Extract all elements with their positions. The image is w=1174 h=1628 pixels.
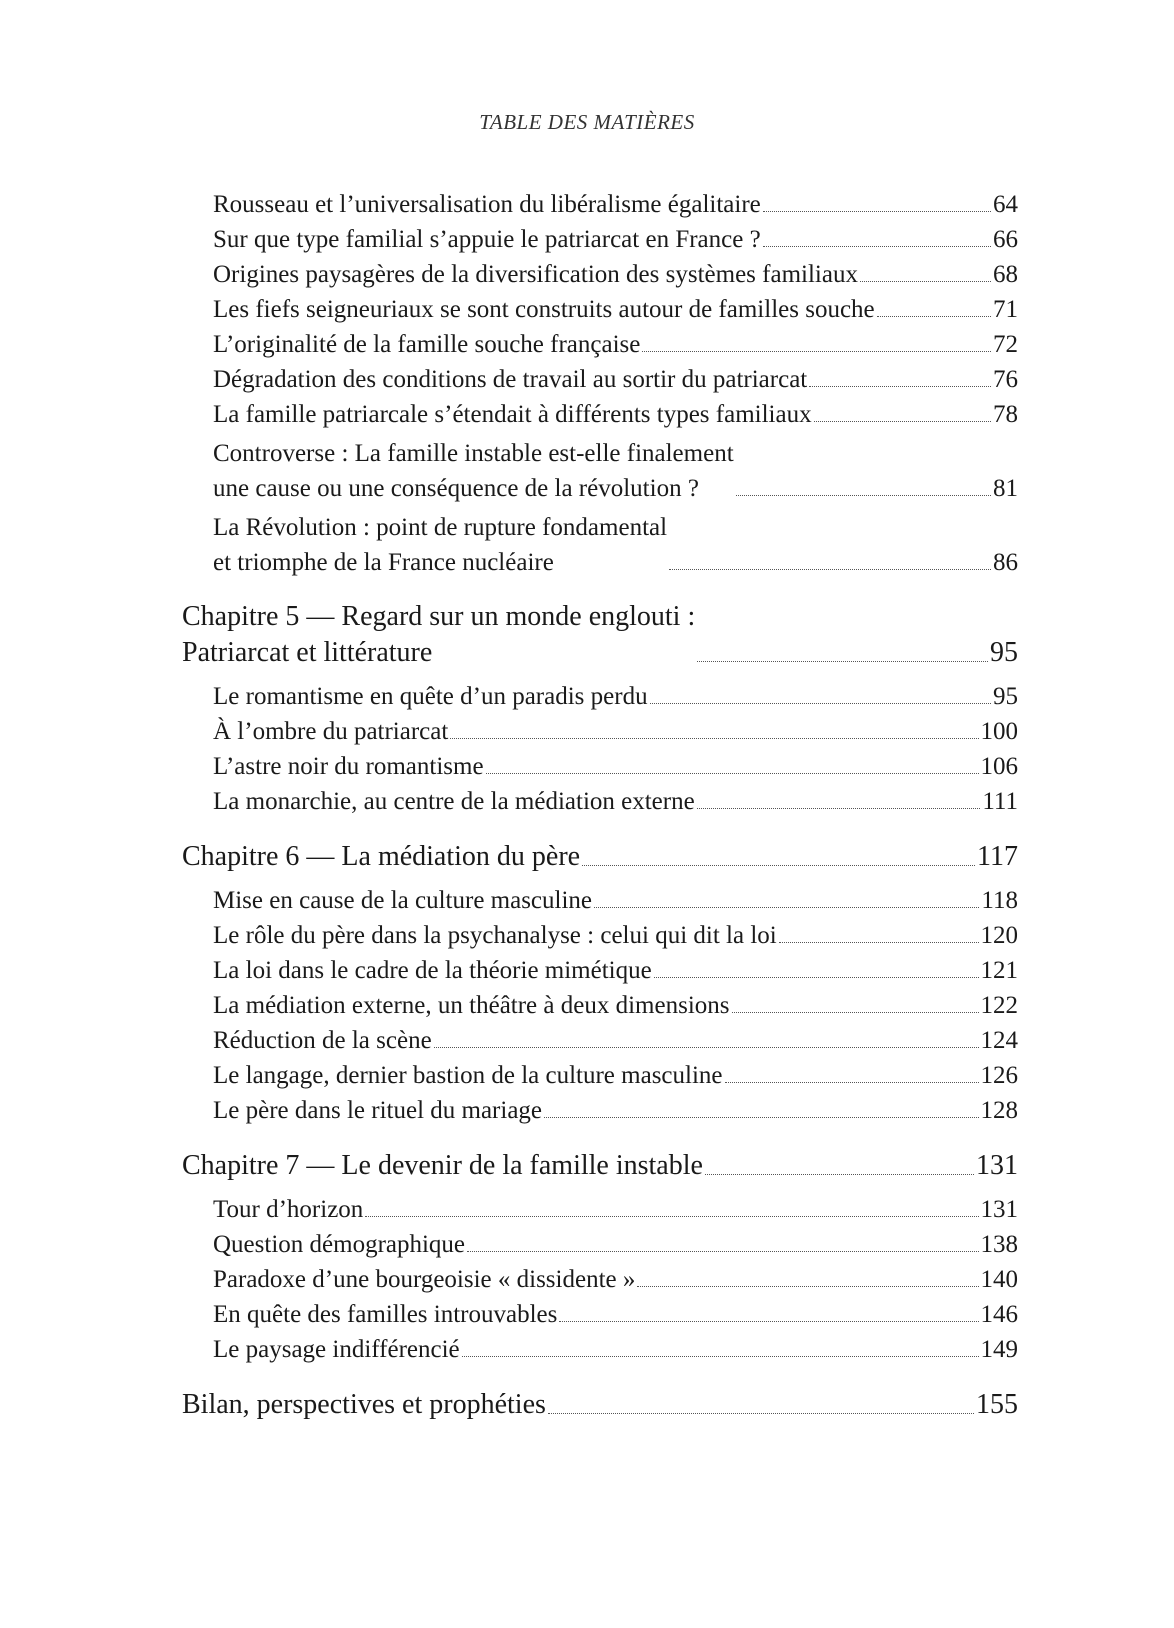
dot-leader (697, 661, 988, 662)
toc-section-entry (213, 515, 1018, 575)
toc-entry-title: Le rôle du père dans la psychanalyse : celui qui dit la loi (213, 921, 777, 949)
toc-page-number: 149 (980, 1335, 1018, 1363)
dot-leader (582, 865, 975, 866)
toc-section-entry (213, 441, 1018, 501)
toc-section-entry (213, 1197, 1018, 1222)
toc-entry-title: L’astre noir du romantisme (213, 752, 484, 780)
toc-entry-title-line1: Chapitre 5 — Regard sur un monde englouti : (182, 601, 696, 633)
toc-entry-text (213, 227, 761, 252)
toc-chapter-entry (182, 1391, 1018, 1419)
toc-entry-title: Chapitre 7 — Le devenir de la famille instable (182, 1150, 703, 1182)
toc-section-entry (213, 719, 1018, 744)
toc-entry-text (182, 1391, 546, 1419)
toc-entry-title: Les fiefs seigneuriaux se sont construits autour de familles souche (213, 295, 875, 323)
toc-page-number: 140 (980, 1265, 1018, 1293)
toc-section-entry (213, 1337, 1018, 1362)
toc-page-number: 86 (993, 548, 1018, 576)
toc-entry-title: Chapitre 6 — La médiation du père (182, 841, 581, 873)
toc-entry-text (213, 1302, 557, 1327)
dot-leader (669, 569, 991, 570)
toc-section-entry (213, 789, 1018, 814)
toc-entry-text (213, 789, 695, 814)
toc-entry-title: L’originalité de la famille souche française (213, 330, 641, 358)
toc-page-number: 68 (993, 260, 1018, 288)
toc-entry-title: Tour d’horizon (213, 1195, 364, 1223)
toc-entry-text (213, 719, 448, 744)
toc-entry-title: Patriarcat et littérature (182, 637, 433, 669)
dot-leader (642, 351, 991, 352)
dot-leader (705, 1174, 974, 1175)
toc-section-entry (213, 1267, 1018, 1292)
toc-entry-title: La famille patriarcale s’étendait à différents types familiaux (213, 400, 812, 428)
dot-leader (697, 808, 981, 809)
toc-entry-title: Réduction de la scène (213, 1026, 432, 1054)
toc-section-entry (213, 227, 1018, 252)
toc-page-number: 64 (993, 190, 1018, 218)
dot-leader (559, 1321, 978, 1322)
toc-entry-title: Mise en cause de la culture masculine (213, 886, 593, 914)
dot-leader (736, 495, 991, 496)
dot-leader (763, 211, 991, 212)
toc-section-entry (213, 297, 1018, 322)
toc-entry-text (213, 1197, 363, 1222)
toc-entry-text (213, 1267, 635, 1292)
toc-entry-title: Le romantisme en quête d’un paradis perdu (213, 682, 648, 710)
toc-page-number: 155 (976, 1389, 1018, 1421)
toc-entry-title: En quête des familles introuvables (213, 1300, 558, 1328)
dot-leader (779, 942, 979, 943)
toc-entry-title: La loi dans le cadre de la théorie mimétique (213, 956, 652, 984)
toc-entry-title: La monarchie, au centre de la médiation externe (213, 787, 695, 815)
toc-section-entry (213, 402, 1018, 427)
toc-page-number: 120 (980, 921, 1018, 949)
toc-page-number: 131 (980, 1195, 1018, 1223)
toc-entry-text (213, 888, 592, 913)
toc-entry-title: Sur que type familial s’appuie le patriarcat en France ? (213, 225, 761, 253)
dot-leader (877, 316, 991, 317)
toc-page-number: 117 (977, 841, 1018, 873)
toc-entry-text (213, 262, 858, 287)
toc-entry-text (213, 1232, 465, 1257)
dot-leader (434, 1047, 979, 1048)
toc-entry-text (213, 367, 807, 392)
dot-leader (365, 1216, 978, 1217)
toc-page-number: 111 (982, 787, 1018, 815)
toc-page-number: 95 (993, 682, 1018, 710)
toc-page-number: 138 (980, 1230, 1018, 1258)
toc-section-entry (213, 1028, 1018, 1053)
toc-entry-title-line1: Controverse : La famille instable est-elle finalement (213, 439, 734, 467)
toc-entry-text (213, 297, 875, 322)
toc-section-entry (213, 888, 1018, 913)
toc-entry-title: À l’ombre du patriarcat (213, 717, 449, 745)
toc-page-number: 72 (993, 330, 1018, 358)
toc-page-number: 121 (980, 956, 1018, 984)
toc-section-entry (213, 367, 1018, 392)
toc-entry-title: une cause ou une conséquence de la révolution ? (213, 474, 699, 502)
toc-section-entry (213, 1063, 1018, 1088)
toc-entry-title: La médiation externe, un théâtre à deux dimensions (213, 991, 730, 1019)
toc-entry-text (213, 1098, 542, 1123)
dot-leader (548, 1413, 974, 1414)
toc-entry-title: Dégradation des conditions de travail au sortir du patriarcat (213, 365, 808, 393)
toc-entry-text (213, 515, 667, 575)
toc-page-number: 81 (993, 474, 1018, 502)
toc-entry-text (213, 1063, 723, 1088)
dot-leader (650, 703, 991, 704)
toc-page-number: 122 (980, 991, 1018, 1019)
toc-chapter-entry (182, 603, 1018, 667)
toc-section-entry (213, 1232, 1018, 1257)
toc-entry-text (182, 603, 695, 667)
dot-leader (544, 1117, 978, 1118)
dot-leader (594, 907, 979, 908)
dot-leader (732, 1012, 979, 1013)
toc-entry-text (182, 843, 580, 871)
toc-entry-title: Origines paysagères de la diversification des systèmes familiaux (213, 260, 858, 288)
toc-entry-text (213, 1028, 432, 1053)
dot-leader (467, 1251, 978, 1252)
toc-chapter-entry (182, 1152, 1018, 1180)
dot-leader (860, 281, 991, 282)
toc-entry-text (213, 1337, 460, 1362)
toc-entry-text (182, 1152, 703, 1180)
dot-leader (814, 421, 991, 422)
toc-section-entry (213, 262, 1018, 287)
toc-entry-text (213, 192, 761, 217)
toc-section-entry (213, 1302, 1018, 1327)
toc-entry-text (213, 332, 640, 357)
toc-section-entry (213, 192, 1018, 217)
toc-page-number: 78 (993, 400, 1018, 428)
dot-leader (637, 1286, 978, 1287)
toc-section-entry (213, 332, 1018, 357)
toc-entry-text (213, 958, 652, 983)
toc-section-entry (213, 684, 1018, 709)
toc-entry-title: Le langage, dernier bastion de la culture masculine (213, 1061, 723, 1089)
dot-leader (486, 773, 979, 774)
toc-entry-text (213, 993, 730, 1018)
toc-entry-text (213, 441, 734, 501)
toc-page-number: 76 (993, 365, 1018, 393)
toc-page-number: 128 (980, 1096, 1018, 1124)
toc-entry-text (213, 754, 484, 779)
toc-page-number: 131 (976, 1150, 1018, 1182)
toc-entry-title: Le paysage indifférencié (213, 1335, 460, 1363)
toc-section-entry (213, 923, 1018, 948)
toc-entry-title: Bilan, perspectives et prophéties (182, 1389, 546, 1421)
toc-section-entry (213, 1098, 1018, 1123)
toc-entry-title: Le père dans le rituel du mariage (213, 1096, 543, 1124)
toc-entry-title: Question démographique (213, 1230, 466, 1258)
toc-page-number: 146 (980, 1300, 1018, 1328)
dot-leader (809, 386, 991, 387)
toc-chapter-entry (182, 843, 1018, 871)
toc-section-entry (213, 754, 1018, 779)
dot-leader (725, 1082, 979, 1083)
toc-entry-title: Rousseau et l’universalisation du libéralisme égalitaire (213, 190, 761, 218)
toc-entry-text (213, 923, 777, 948)
dot-leader (462, 1356, 979, 1357)
dot-leader (654, 977, 979, 978)
page-header: TABLE DES MATIÈRES (479, 110, 695, 134)
toc-entry-title: Paradoxe d’une bourgeoisie « dissidente » (213, 1265, 636, 1293)
toc-page-number: 100 (980, 717, 1018, 745)
toc-entry-title: et triomphe de la France nucléaire (213, 548, 554, 576)
toc-entry-text (213, 684, 648, 709)
dot-leader (763, 246, 991, 247)
toc-page-number: 126 (980, 1061, 1018, 1089)
toc-page-number: 106 (980, 752, 1018, 780)
dot-leader (450, 738, 978, 739)
toc-page-number: 124 (980, 1026, 1018, 1054)
toc-page-number: 66 (993, 225, 1018, 253)
toc-entry-title-line1: La Révolution : point de rupture fondamental (213, 513, 668, 541)
toc-section-entry (213, 993, 1018, 1018)
toc-section-entry (213, 958, 1018, 983)
toc-entry-text (213, 402, 812, 427)
toc-page-number: 95 (990, 637, 1018, 669)
toc-page-number: 71 (993, 295, 1018, 323)
toc-page-number: 118 (981, 886, 1018, 914)
